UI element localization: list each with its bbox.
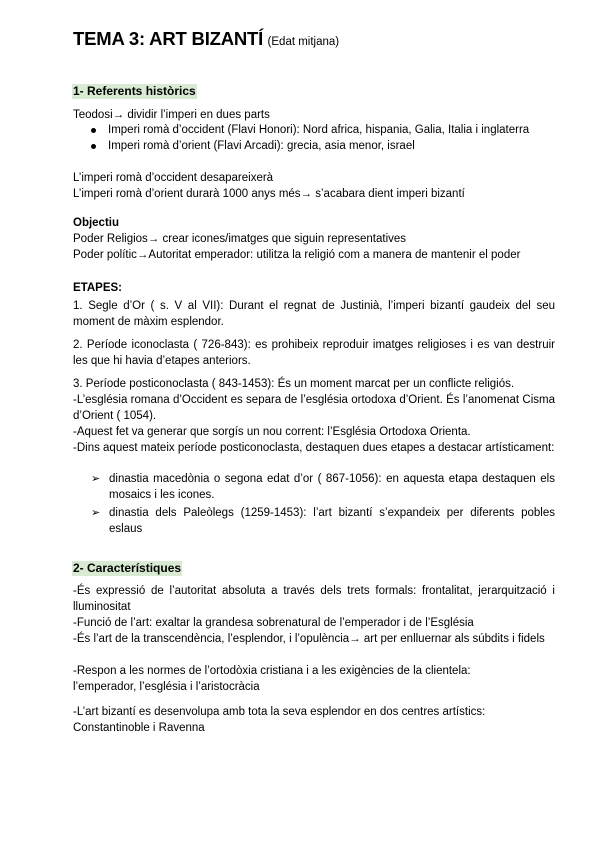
arrow-bullet-icon: ➢	[91, 473, 101, 485]
bullet-dot	[91, 144, 96, 149]
objectiu-religios: Poder Religios→ crear icones/imatges que siguin representatives	[73, 233, 407, 245]
document-title	[73, 28, 339, 50]
etapa-iconoclasta: 2. Període iconoclasta ( 726-843): es prohibeix reproduir imatges religioses i es van destruir les que hi havia d’etapes anteriors.	[73, 339, 555, 367]
etapa-cisma: -L’església romana d’Occident es separa de l’església ortodoxa d’Orient. És l’anomenat Cisma d’Orient ( 1054).	[73, 394, 555, 422]
title-subtitle: (Edat mitjana)	[267, 36, 340, 48]
etapa-segle-or: 1. Segle d’Or ( s. V al VII): Durant el regnat de Justinià, l’imperi bizantí gaudeix del seu moment de màxim esplendor.	[73, 300, 555, 328]
sub-item-paleolegs: dinastia dels Paleòlegs (1259-1453): l’art bizantí s’expandeix per diferents pobles eslaus	[109, 507, 555, 535]
etapa-dues-etapes: -Dins aquest mateix període posticonoclasta, destaquen dues etapes a destacar artísticament:	[73, 442, 555, 454]
bullet-item-occident: Imperi romà d’occident (Flavi Honori): Nord africa, hispania, Galia, Italia i inglaterra	[108, 124, 530, 136]
caracteristica-clientela: l’emperador, l’església i l’aristocràcia	[73, 681, 260, 693]
section-heading-referents: 1- Referents històrics	[73, 84, 196, 98]
bullet-dot	[91, 128, 96, 133]
title-main: TEMA 3: ART BIZANTÍ	[73, 28, 264, 49]
caracteristica-autoritat: -És expressió de l’autoritat absoluta a través dels trets formals: frontalitat, jerarquització i lluminositat	[73, 585, 555, 613]
etapes-heading: ETAPES:	[73, 282, 122, 294]
section-heading-caracteristiques: 2- Característiques	[73, 561, 182, 575]
arrow-bullet-icon: ➢	[91, 507, 101, 519]
sub-item-macedonia: dinastia macedònia o segona edat d’or ( 867-1056): en aquesta etapa destaquen els mosaics i les icones.	[109, 473, 555, 501]
caracteristica-funcio: -Funció de l’art: exaltar la grandesa sobrenatural de l’emperador i de l’Església	[73, 617, 474, 629]
caracteristica-ortodoxia: -Respon a les normes de l’ortodòxia cristiana i a les exigències de la clientela:	[73, 665, 471, 677]
objectiu-politic: Poder polític→Autoritat emperador: utilitza la religió com a manera de mantenir el poder	[73, 249, 521, 261]
referents-line-occident: L’imperi romà d’occident desapareixerà	[73, 172, 274, 184]
objectiu-heading: Objectiu	[73, 217, 120, 229]
bullet-item-orient: Imperi romà d’orient (Flavi Arcadi): grecia, asia menor, israel	[108, 140, 415, 152]
caracteristica-ciutats: Constantinoble i Ravenna	[73, 722, 205, 734]
etapa-posticonoclasta: 3. Període posticonoclasta ( 843-1453): És un moment marcat per un conflicte religiós.	[73, 378, 515, 390]
etapa-esglesia-ortodoxa: -Aquest fet va generar que sorgís un nou corrent: l’Església Ortodoxa Orienta.	[73, 426, 471, 438]
caracteristica-transcendencia: -És l’art de la transcendència, l’esplendor, i l’opulència→ art per enlluernar als súbdits i fidels	[73, 633, 545, 645]
caracteristica-centres: -L’art bizantí es desenvolupa amb tota la seva esplendor en dos centres artístics:	[73, 706, 486, 718]
referents-line-orient: L’imperi romà d’orient durarà 1000 anys més→ s’acabara dient imperi bizantí	[73, 188, 465, 200]
referents-intro: Teodosi→ dividir l’imperi en dues parts	[73, 109, 270, 121]
